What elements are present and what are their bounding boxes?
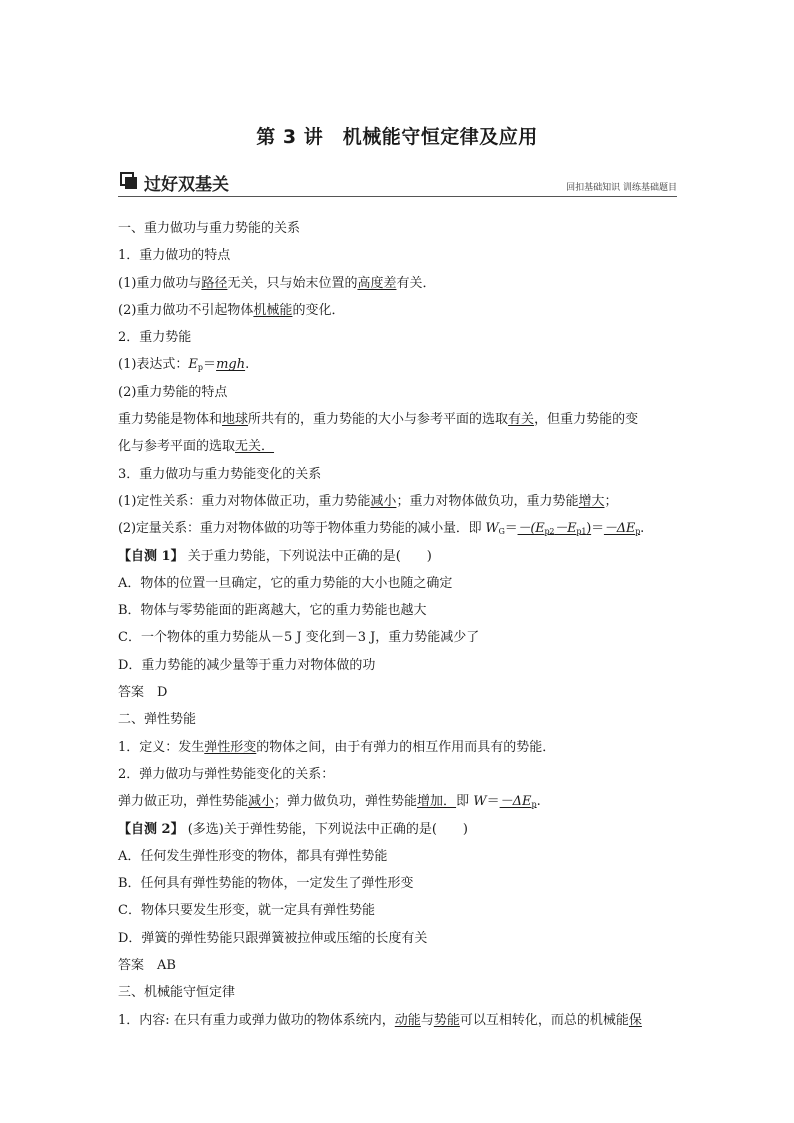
fill-answer: 地球	[222, 412, 249, 428]
option-c	[118, 624, 680, 651]
subscript: p	[197, 363, 204, 373]
section-header	[118, 170, 677, 197]
fill-answer: 动能	[394, 1012, 421, 1028]
text: 与	[420, 1012, 434, 1028]
fill-answer: －(E	[517, 521, 545, 537]
option-c	[118, 897, 680, 924]
text: .	[640, 521, 645, 537]
subscript: p	[531, 800, 537, 810]
heading-2	[118, 706, 680, 733]
section-title: 过好双基关	[144, 175, 229, 195]
text: ，但重力势能的变	[534, 412, 639, 428]
question-text: (多选)关于弹性势能，下列说法中正确的是( )	[183, 821, 468, 837]
fill-answer: 高度差	[357, 275, 397, 291]
text: ＝	[591, 521, 604, 537]
text: 的变化．	[292, 302, 345, 318]
text: 有关．	[396, 275, 436, 291]
question-label: 【自测 1】	[118, 548, 184, 564]
heading-text: 三、机械能守恒定律	[118, 985, 236, 1001]
text: 2．重力势能	[118, 330, 192, 346]
fill-answer: 势能	[433, 1012, 460, 1028]
text: 的物体之间，由于有弹力的相互作用而具有的势能．	[256, 739, 556, 755]
option-text: B．任何具有弹性势能的物体，一定发生了弹性形变	[118, 876, 414, 892]
text: (1)表达式：	[118, 357, 189, 373]
paragraph	[118, 734, 680, 761]
text: ＝	[504, 521, 518, 537]
answer-text: 答案 D	[118, 685, 168, 701]
option-text: D．重力势能的减少量等于重力对物体做的功	[118, 657, 376, 673]
option-text: B．物体与零势能面的距离越大，它的重力势能也越大	[118, 603, 427, 619]
text: 1．重力做功的特点	[118, 248, 231, 264]
subscript: p1	[576, 527, 587, 537]
text: 2．弹力做功与弹性势能变化的关系：	[118, 766, 335, 782]
paragraph	[118, 270, 680, 297]
fill-answer: 增加．	[417, 794, 457, 810]
fill-answer: 路径	[201, 275, 228, 291]
stacked-squares-icon	[120, 172, 138, 190]
fill-answer: 保	[628, 1012, 642, 1028]
question-text: 关于重力势能，下列说法中正确的是( )	[183, 548, 432, 564]
symbol: E	[188, 357, 198, 373]
symbol: W	[485, 521, 499, 537]
subheading	[118, 461, 680, 488]
text: 1．定义：发生	[118, 739, 205, 755]
subheading	[118, 761, 680, 788]
option-a	[118, 570, 680, 597]
paragraph	[118, 297, 680, 324]
option-b	[118, 597, 680, 624]
fill-answer: )	[586, 521, 592, 537]
heading-text: 二、弹性势能	[118, 712, 197, 728]
subscript: p	[635, 527, 641, 537]
text: ；重力对物体做负功，重力势能	[396, 493, 579, 509]
heading-3	[118, 979, 680, 1006]
option-d	[118, 925, 680, 952]
heading-1	[118, 215, 680, 242]
page-title: 第 3 讲 机械能守恒定律及应用	[256, 126, 538, 148]
paragraph	[118, 1007, 680, 1034]
text: 无关，只与始末位置的	[227, 275, 358, 291]
option-b	[118, 870, 680, 897]
text: 弹力做正功，弹性势能	[118, 794, 249, 810]
formula-line	[118, 351, 680, 378]
subheading	[118, 242, 680, 269]
document-body	[118, 215, 680, 1034]
question	[118, 816, 680, 843]
fill-answer: －ΔE	[499, 794, 532, 810]
formula-line	[118, 515, 680, 542]
text: ＝	[203, 357, 217, 373]
text: (2)定量关系：重力对物体做的功等于物体重力势能的减小量．即	[118, 521, 486, 537]
option-a	[118, 843, 680, 870]
fill-answer: 减小	[370, 493, 397, 509]
text: 化与参考平面的选取	[118, 439, 236, 455]
text: 可以互相转化，而总的机械能	[459, 1012, 629, 1028]
subheading	[118, 324, 680, 351]
fill-answer: 弹性形变	[204, 739, 257, 755]
text: (1)定性关系：重力对物体做正功，重力势能	[118, 493, 371, 509]
heading-text: 一、重力做功与重力势能的关系	[118, 221, 301, 236]
answer	[118, 679, 680, 706]
symbol: W	[473, 794, 487, 810]
fill-answer: 减小	[248, 794, 275, 810]
fill-answer: －ΔE	[603, 521, 636, 537]
text: .	[536, 794, 541, 810]
question-label: 【自测 2】	[118, 821, 184, 837]
text: (2)重力做功不引起物体	[118, 302, 254, 318]
text: ；	[604, 493, 618, 509]
answer-text: 答案 AB	[118, 958, 176, 974]
text: ；弹力做负功，弹性势能	[274, 794, 418, 810]
option-text: C．物体只要发生形变，就一定具有弹性势能	[118, 903, 375, 919]
text: 3．重力做功与重力势能变化的关系	[118, 466, 322, 482]
option-text: A．任何发生弹性形变的物体，都具有弹性势能	[118, 848, 388, 864]
option-text: D．弹簧的弹性势能只跟弹簧被拉伸或压缩的长度有关	[118, 930, 428, 946]
fill-answer: mgh	[216, 357, 246, 373]
option-text: A．物体的位置一旦确定，它的重力势能的大小也随之确定	[118, 575, 453, 591]
text: 重力势能是物体和	[118, 412, 223, 428]
formula-line	[118, 788, 680, 815]
paragraph	[118, 488, 680, 515]
text: (2)重力势能的特点	[118, 384, 228, 400]
text: 所共有的，重力势能的大小与参考平面的选取	[248, 412, 509, 428]
question	[118, 543, 680, 570]
text: (1)重力做功与	[118, 275, 202, 291]
section-subtitle: 回扣基础知识 训练基础题目	[566, 183, 677, 193]
subscript: G	[498, 527, 505, 537]
paragraph	[118, 379, 680, 406]
text: .	[245, 357, 250, 373]
text: 即	[456, 794, 474, 810]
fill-answer: －E	[554, 521, 577, 537]
subscript: p2	[544, 527, 555, 537]
fill-answer: 增大	[578, 493, 605, 509]
paragraph	[118, 406, 680, 433]
answer	[118, 952, 680, 979]
fill-answer: 无关．	[235, 439, 275, 455]
paragraph	[118, 433, 680, 460]
text: ＝	[486, 794, 500, 810]
option-d	[118, 652, 680, 679]
fill-answer: 有关	[508, 412, 535, 428]
option-text: C．一个物体的重力势能从－5 J 变化到－3 J，重力势能减少了	[118, 630, 480, 646]
text: 1．内容: 在只有重力或弹力做功的物体系统内，	[118, 1012, 395, 1028]
fill-answer: 机械能	[253, 302, 293, 318]
